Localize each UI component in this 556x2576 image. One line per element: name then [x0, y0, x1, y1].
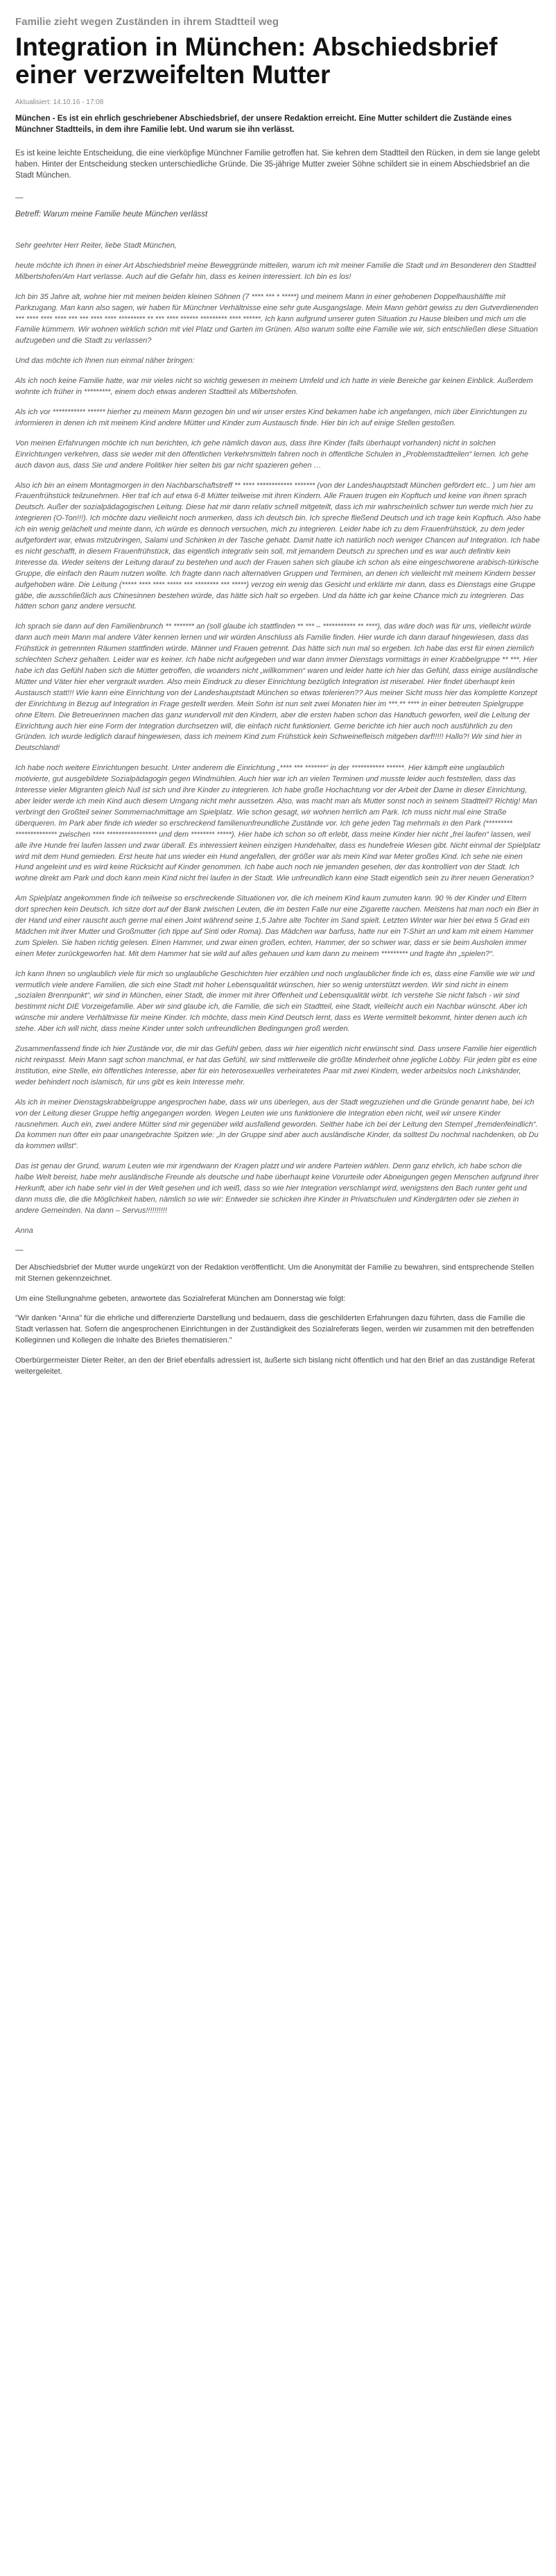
article-updated-timestamp: Aktualisiert: 14.10.16 - 17:08 — [15, 99, 104, 106]
letter-paragraph: heute möchte ich Ihnen in einer Art Abschiedsbrief meine Beweggründe mitteilen, warum ich mit meiner Familie die Stadt und im Besonderen den Stadtteil Milbertshofen/Am Hart verlasse. Auch auf die Gefahr hin, dass es keinen interessiert. Ich bin es los! — [15, 261, 537, 281]
article-kicker: Familie zieht wegen Zuständen in ihrem Stadtteil weg — [15, 16, 279, 28]
section-separator: — — [15, 194, 24, 202]
letter-paragraph: Und das möchte ich Ihnen nun einmal näher bringen: — [15, 357, 195, 366]
article-headline: Integration in München: Abschiedsbrief einer verzweifelten Mutter — [15, 33, 498, 89]
letter-paragraph: Ich habe noch weitere Einrichtungen besucht. Unter anderem die Einrichtung „**** *** *******“ in der *********** ******. Hier kämpft eine unglaublich motivierte, gut ausgebildete Sozialpädagogin gegen Windmühlen. Auch hier war ich an vielen Terminen und musste leider auch feststellen, dass das Interesse vieler Migranten gleich Null ist sich und ihre Kinder zu integrieren. Ich habe große Hochachtung vor der Arbeit der Dame in dieser Einrichtung, aber leider werde ich mein Kind auch diesem Umgang nicht mehr aussetzen. Also, was macht man als Mutter sonst noch in seinem Stadtteil? Richtig! Man verbringt den Großteil seiner Sommernachmittage am Spielplatz. Wie schon gesagt, wir wohnen herrlich am Park. Ich muss nicht mal eine Straße überqueren. Im Park aber finde ich wieder so erschreckend familienunfreundliche Zustände vor. Ich gehe jeden Tag mehrmals in den Park (********* ************** zwischen **** ***************** und dem ******** *****). Hier habe ich schon so oft erlebt, dass meine Kinder hier nicht „frei laufen“ lassen, weil alle ihre Hunde frei laufen lassen und zwar überall. Es interessiert keinen einzigen Hundehalter, dass es hundefreie Wiesen gibt. Nicht einmal der Spielplatz wird mit dem Hund gemieden. Erst heute hat uns wieder ein Hund angefallen, der größer war als mein Kind war Meter großes Kind. Ich sehe nie einen Hund angeleint und es wird keine Rücksicht auf Kinder genommen. Ich habe auch noch nie jemanden gesehen, der das kontrolliert von der Stadt. Ich wohne direkt am Park und doch kann mein Kind nicht frei laufen in der Stadt. Wie unfreundlich kann eine Stadt eigentlich sein zu ihrer neuen Generation? — [15, 764, 541, 883]
section-separator: — — [15, 1245, 24, 1254]
letter-signature: Anna — [15, 1226, 33, 1235]
outro-paragraph: Um eine Stellungnahme gebeten, antwortete das Sozialreferat München am Donnerstag wie folgt: — [15, 1294, 346, 1303]
letter-paragraph: Als ich in meiner Dienstagskrabbelgruppe angesprochen habe, dass wir uns überlegen, aus der Stadt wegzuziehen und die Gründe genannt habe, bei ich von der Leitung dieser Gruppe heftig angegangen worden. Wegen Leuten wie uns funktioniere die Integration eben nicht, weil wir unsere Kinder rausnehmen. Auch ein, zwei andere Mütter sind mir gegenüber wild ausfallend geworden. Seither habe ich bei der Leitung den Stempel „fremdenfeindlich“. Da kommen nun öfter ein paar unangebrachte Spitzen wie: „In der Gruppe sind aber auch ausländische Kinder, da solltest Du nochmal nachdenken, ob Du da kommen willst“. — [15, 1098, 539, 1151]
letter-paragraph: Also ich bin an einem Montagmorgen in den Nachbarschaftstreff ** **** ************ ******* (von der Landeshauptstadt München gefördert etc.. ) um hier am Frauenfrühstück teilzunehmen. Hier traf ich auf etwa 6-8 Mütter teilweise mit ihren Kindern. Alle Frauen trugen ein Kopftuch und keine von ihnen sprach Deutsch. Außer der sozialpädagogischen Leitung. Diese hat mir dann relativ schnell mitgeteilt, dass ich mir wahrscheinlich schwer tun werde mich hier zu integrieren (O-Ton!!!). Ich möchte dazu vielleicht noch anmerken, dass ich deutsch bin. Ich spreche fließend Deutsch und ich trage kein Kopftuch. Also habe ich ein wenig gelächelt und meinte dann, ich würde es dennoch versuchen, mich zu integrieren. Leider habe ich zu dem Frauenfrühstück, zu dem jeder aufgefordert war, etwas mitzubringen, Salami und Schinken in der Tasche gehabt. Damit hatte ich natürlich noch weniger Chancen auf Integration. Ich habe es nicht geschafft, in diesem Frauenfrühstück, das eigentlich integrativ sein soll, mit jemandem Deutsch zu sprechen und es war auch definitiv kein Interesse da. Weder seitens der Leitung darauf zu bestehen und auch der Frauen sahen sich glaube ich schon als eine eingeschworene arabisch-türkische Gruppe, die einfach den Raum nutzen wollte. Ich fragte dann nach alternativen Gruppen und Terminen, an denen ich vielleicht mit meinem Kindern besser aufgehoben wäre. Die Leitung (***** **** **** ***** *** ******** *** *****) verzog ein wenig das Gesicht und erklärte mir dann, dass es Dienstags eine Gruppe gäbe, die ausschließlich aus Chinesinnen bestehen würde, das hätte sich halt so ergeben. Und da hätte ich gar keine Chance mich zu integrieren. Das hätten schon ganz andere versucht. — [15, 481, 541, 611]
letter-paragraph: Das ist genau der Grund, warum Leuten wie mir irgendwann der Kragen platzt und wir andere Parteien wählen. Denn ganz ehrlich, ich habe schon die halbe Welt bereist, habe mehr ausländische Freunde als deutsche und habe überhaupt keine Vorurteile oder Abneigungen gegen Menschen aufgrund ihrer Herkunft, aber ich habe sehr viel in der Welt gesehen und ich weiß, dass so wie hier Integration verschlampt wird, wenigstens den Bach runter geht und dann muss die, die die Möglichkeit haben, nämlich so wie wir: Entweder sie schicken ihre Kinder in Privatschulen und Kindergärten oder sie ziehen in andere Gemeinden. Na dann – Servus!!!!!!!!!! — [15, 1162, 539, 1215]
letter-salutation: Sehr geehrter Herr Reiter, liebe Stadt München, — [15, 241, 177, 250]
letter-paragraph: Von meinen Erfahrungen möchte ich nun berichten, ich gehe nämlich davon aus, dass Ihre Kinder (falls überhaupt vorhanden) nicht in solchen Einrichtungen verkehren, dass sie weder mit den öffentlichen Verkehrsmitteln fahren noch in öffentliche Schulen in „Problemstadtteilen“ lernen. Ich gehe auch davon aus, dass Sie und andere Politiker hier selten bis gar nicht spazieren gehen … — [15, 438, 529, 470]
letter-paragraph: Als ich noch keine Familie hatte, war mir vieles nicht so wichtig gewesen in meinem Umfeld und ich hatte in viele Bereiche gar keinen Einblick. Außerdem wohnte ich früher in *********, einem doch etwas anderen Stadtteil als Milbertshofen. — [15, 377, 533, 397]
outro-quote: "Wir danken "Anna" für die ehrliche und differenzierte Darstellung und bedauern, dass die geschilderten Erfahrungen dazu führten, dass die Familie die Stadt verlassen hat. Sofern die angesprochenen Einrichtungen in der Zuständigkeit des Sozialreferats liegen, werden wir zusammen mit den betreffenden Kolleginnen und Kollegen die Inhalte des Briefes thematisieren." — [15, 1314, 535, 1345]
letter-body — [15, 241, 541, 1237]
outro-paragraph: Der Abschiedsbrief der Mutter wurde ungekürzt von der Redaktion veröffentlicht. Um die Anonymität der Familie zu bewahren, sind entsprechende Stellen mit Sternen gekennzeichnet. — [15, 1263, 535, 1283]
letter-subject: Betreff: Warum meine Familie heute München verlässt — [15, 210, 208, 219]
letter-paragraph: Zusammenfassend finde ich hier Zustände vor, die mir das Gefühl geben, dass wir hier eigentlich nicht erwünscht sind. Dass unsere Familie hier eigentlich nicht reinpasst. Mein Mann sagt schon manchmal, er hat das Gefühl, wir sind mittlerweile die größte Minderheit ohne jegliche Lobby. Für jeden gibt es eine Institution, eine Stelle, ein öffentliches Interesse, aber für ein heterosexuelles verheiratetes Paar mit zwei Kindern, weder arbeitslos noch Linkshänder, weder behindert noch islamisch, für uns gibt es kein Interesse mehr. — [15, 1045, 537, 1086]
article-intro: Es ist keine leichte Entscheidung, die eine vierköpfige Münchner Familie getroffen hat. Sie kehren dem Stadtteil den Rücken, in dem sie lange gelebt haben. Hinter der Entscheidung stecken unterschiedliche Gründe. Die 35-jährige Mutter zweier Söhne schildert sie in einem Abschiedsbrief an die Stadt München. — [15, 149, 540, 180]
article-outro — [15, 1263, 541, 1378]
article-teaser: München - Es ist ein ehrlich geschriebener Abschiedsbrief, der unsere Redaktion erreicht. Eine Mutter schildert die Zustände eines Münchner Stadtteils, in dem ihre Familie lebt. Und warum sie ihn verlässt. — [15, 114, 512, 134]
outro-paragraph: Oberbürgermeister Dieter Reiter, an den der Brief ebenfalls adressiert ist, äußerte sich bislang nicht öffentlich und hat den Brief an das zuständige Referat weitergeleitet. — [15, 1356, 535, 1376]
letter-paragraph: Am Spielplatz angekommen finde ich teilweise so erschreckende Situationen vor, die ich meinem Kind kaum zumuten kann. 90 % der Kinder und Eltern dort sprechen kein Deutsch. Ich sitze dort auf der Bank zwischen Leuten, die im besten Falle nur eine Zigarette rauchen. Meistens hat man noch ein Bier in der Hand und einer rauscht auch gerne mal einen Joint während seine 1,5 Jahre alte Tochter im Sand spielt. Letzten Winter war hier bei etwa 5 Grad ein Mädchen mit ihrer Mutter und Großmutter (ich tippe auf Sinti oder Roma). Das Mädchen war barfuss, hatte nur ein T-Shirt an und kam mit einem Hammer zum Spielen. Sie haben richtig gelesen. Einen Hammer, und zwar einen großen, echten, Hammer, der so schwer war, dass er sie beim Ausholen immer einen Meter zurückgeworfen hat. Mit dem Hammer hat sie wild auf alles gehauen und kam dann zu meinem ********* und fragte ihn „spielen?“. — [15, 894, 539, 958]
letter-paragraph: Ich sprach sie dann auf den Familienbrunch ** ******* an (soll glaube ich stattfinden ** *** – *********** ** ****), das wäre doch was für uns, vielleicht würde dann auch mein Mann mal andere Väter kennen lernen und wir würden Anschluss als Familie finden. Hier wurde ich dann darauf hingewiesen, dass das Frühstück in getrennten Räumen stattfinden würde. Männer und Frauen getrennt. Das hätte sich nun mal so ergeben. Ich habe das erst für einen ziemlich schlechten Scherz gehalten. Leider war es keiner. Ich habe nicht aufgegeben und war dann immer Dienstags vormittags in einer Krabbelgruppe ** ***. Hier habe ich das Gefühl haben sich die Mütter getroffen, die woanders nicht „willkommen“ waren und leider hatte ich hier das Gefühl, dass einige ausländische Mütter und Väter hier eher vergrault wurden. Also mein Eindruck zu dieser Einrichtung bezüglich Integration ist miserabel. Hier findet überhaupt kein Austausch statt!!! Wie kann eine Einrichtung von der Landeshauptstadt München so etwas tolerieren?? Aus meiner Sicht muss hier das komplette Konzept der Einrichtung in Bezug auf Integration in Frage gestellt werden. Mein Sohn ist nun seit zwei Monaten hier im ***.** **** in einer betreuten Spielgruppe ohne Eltern. Die Betreuerinnen machen das ganz wundervoll mit den Kindern, aber die ersten haben schon das Handtuch geworfen, weil die Leitung der Einrichtung auch hier eine Form der Integration durchsetzen will, die einfach nicht funktioniert. Gerne berichte ich hier auch noch ausführlich zu den Gründen. Ich wurde lediglich darauf hingewiesen, dass ich meinem Kind zum Frühstück kein Schweinefleisch mitgeben darf!!!!! Hallo?! Wir sind hier in Deutschland! — [15, 622, 538, 753]
letter-paragraph: Als ich vor *********** ****** hierher zu meinem Mann gezogen bin und wir unser erstes Kind bekamen habe ich angefangen, mich über Einrichtungen zu informieren in denen ich mit meinem Kind andere Mütter und Kinder zum Austausch finde. Hier bin ich auf einige Stellen gestoßen. — [15, 407, 528, 427]
letter-paragraph: Ich kann Ihnen so unglaublich viele für mich so unglaubliche Geschichten hier erzählen und noch unglaublicher finde ich es, dass eine Familie wie wir und vermutlich viele andere Familien, die sich eine Stadt mit hoher Lebensqualität wünschen, hier so wenig unterstützt werden. Wir sind nicht in einem „sozialen Brennpunkt“, wir sind in München, einer Stadt, die immer mit ihrer Offenheit und Lebensqualität wirbt. Ich verstehe Sie nicht falsch - wir sind bestimmt nicht DIE Vorzeigefamilie. Aber wir sind glaube ich, die Familie, die sich ein Stadtteil, eine Stadt, vielleicht auch ein Nachbar wünscht. Aber ich wünsche mir andere Verhältnisse für meine Kinder. Ich möchte, dass mein Kind Deutsch lernt, dass es Werte vermittelt bekommt, hinter denen auch ich stehe. Aber ich will nicht, dass meine Kinder unter solch unfreundlichen Bedingungen groß werden. — [15, 969, 535, 1034]
letter-paragraph: Ich bin 35 Jahre alt, wohne hier mit meinen beiden kleinen Söhnen (7 **** *** * *****) und meinem Mann in einer gehobenen Doppelhaushälfte mit Parkzugang. Man kann also sagen, wir haben für Münchner Verhältnisse eine sehr gute Ausgangslage. Mein Mann gehört gewiss zu den Gutverdienenden *** **** **** **** *** *** **** **** ********* ** *** **** ****** ********* **** ******. Ich kann aufgrund unserer guten Situation zu Hause bleiben und mich um die Familie kümmern. Wir wohnen wirklich schön mit viel Platz und Garten im Grünen. Also warum sollte eine Familie wie wir, sich entschließen diese Situation aufzugeben und die Stadt zu verlassen? — [15, 292, 539, 346]
